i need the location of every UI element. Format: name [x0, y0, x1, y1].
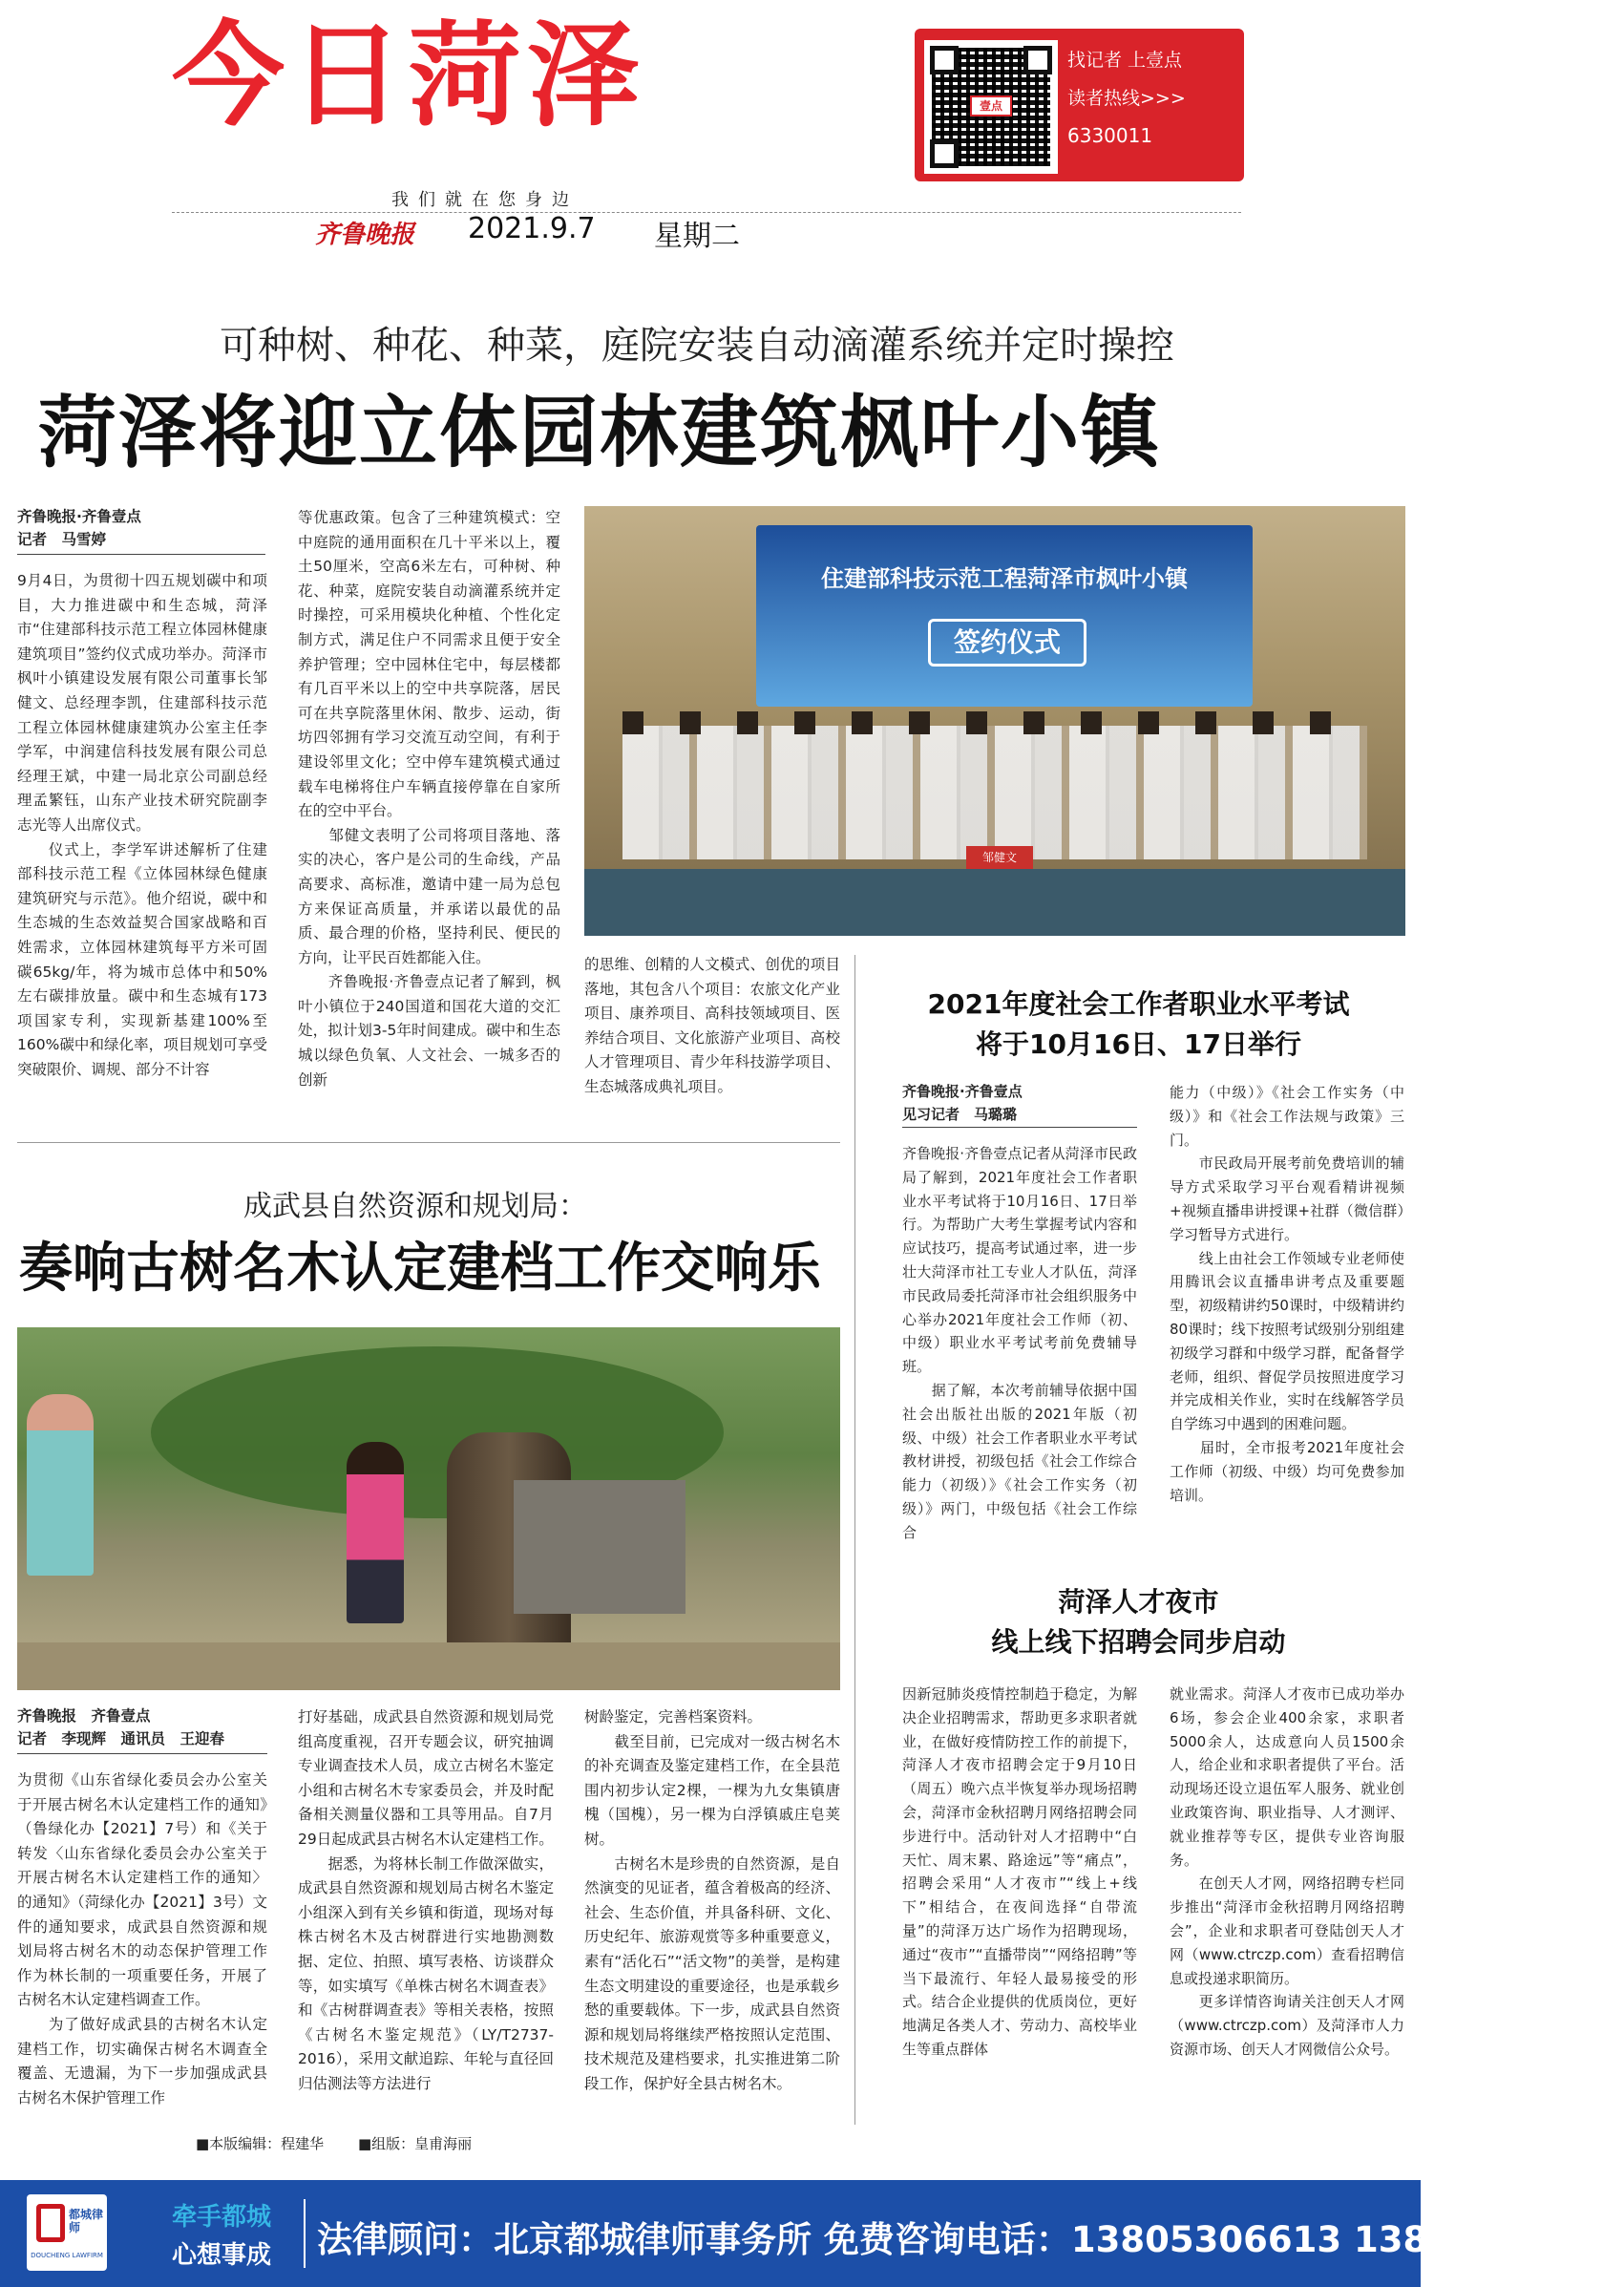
exam-byline-source: 齐鲁晚报·齐鲁壹点 — [902, 1083, 1023, 1100]
section-divider — [17, 1142, 840, 1143]
exam-title-2: 将于10月16日、17日举行 — [976, 1028, 1301, 1060]
exam-column-1: 齐鲁晚报·齐鲁壹点记者从菏泽市民政局了解到，2021年度社会工作者职业水平考试将于10月16日、17日举行。为帮助广大考生掌握考试内容和应试技巧，提高考试通过率，进一步壮大菏泽市社工专业人才队伍，菏泽市民政局委托菏泽市社会组织服务中心举办2021年度社会工作师（初、中级）职业水平考试考前免费辅导班。 据了解，本次考前辅导依据中国社会出版社出版的2021年版（初级、中级）社会工作者职业水平考试教材讲授，初级包括《社会工作综合能力（初级）》《社会工作实务（初级）》两门，中级包括《社会工作综合 — [902, 1145, 1137, 1541]
talent-column-1: 因新冠肺炎疫情控制趋于稳定，为解决企业招聘需求，帮助更多求职者就业，在做好疫情防控工作的前提下，菏泽人才夜市招聘会定于9月10日（周五）晚六点半恢复举办现场招聘会，菏泽市金秋招聘月网络招聘会同步进行中。活动针对人才招聘中“白天忙、周末累、路途远”等“痛点”，招聘会采用“人才夜市”“线上+线下”相结合，在夜间选择“自带流量”的菏泽万达广场作为招聘现场，通过“夜市”“直播带岗”“网络招聘”等当下最流行、年轻人最易接受的形式。结合企业提供的优质岗位，更好地满足各类人才、劳动力、高校毕业生等重点群体 — [902, 1685, 1137, 2058]
banner-slogan-2: 心想事成 — [172, 2241, 272, 2270]
layout-credit: ■组版：皇甫海丽 — [358, 2135, 473, 2152]
trees-byline-reporter: 记者 李现辉 通讯员 王迎春 — [17, 1730, 225, 1747]
masthead-slogan: 我们就在您身边 — [391, 190, 579, 210]
lead-byline-reporter: 记者 马雪婷 — [17, 531, 107, 548]
exam-byline-rule — [902, 1127, 1137, 1128]
law-logo-cn: 都城律师 — [69, 2208, 104, 2234]
lead-byline-rule — [17, 554, 265, 555]
contact-line-1: 找记者 上壹点 — [1067, 50, 1183, 71]
law-firm-logo — [27, 2194, 107, 2271]
column-divider — [854, 955, 855, 2125]
talent-title-1: 菏泽人才夜市 — [1058, 1586, 1219, 1618]
issue-weekday: 星期二 — [654, 220, 740, 253]
banner-ad-text: 法律顾问：北京都城律师事务所 免费咨询电话：13805306613 13801106613 — [317, 2219, 1624, 2260]
lead-headline: 菏泽将迎立体园林建筑枫叶小镇 — [38, 388, 1162, 478]
trees-byline-rule — [17, 1753, 267, 1754]
editor-credit: ■本版编辑：程建华 — [196, 2135, 325, 2152]
banner-divider — [304, 2199, 306, 2268]
ceremony-backdrop — [756, 525, 1253, 707]
masthead-title: 今日菏泽 — [172, 10, 646, 141]
wall — [514, 1480, 685, 1614]
trees-column-2: 打好基础，成武县自然资源和规划局党组高度重视，召开专题会议，研究抽调专业调查技术人员，成立古树名木鉴定小组和古树名木专家委员会，并及时配备相关测量仪器和工具等用品。自7月29日起成武县古树名木认定建档工作。 据悉，为将林长制工作做深做实，成武县自然资源和规划局古树名木鉴定小组深入到有关乡镇和街道，现场对每株古树名木及古树群进行实地勘测数据、定位、拍照、填写表格、访谈群众等，如实填写《单株古树名木调查表》和《古树群调查表》等相关表格，按照《古树名木鉴定规范》（LY/T2737-2016），采用文献追踪、年轮与直径回归估测法等方法进行 — [298, 1708, 554, 2092]
ancient-tree-photo — [17, 1327, 840, 1690]
issue-date: 2021.9.7 — [468, 212, 596, 245]
trees-headline: 奏响古树名木认定建档工作交响乐 — [19, 1238, 821, 1300]
person-left — [27, 1394, 94, 1576]
ground — [17, 1642, 840, 1690]
attendees-row — [622, 726, 1367, 859]
signing-ceremony-photo — [584, 506, 1405, 936]
talent-column-2: 就业需求。菏泽人才夜市已成功举办6场，参会企业400余家，求职者5000余人，达成意向人员1500余人，给企业和求职者提供了平台。活动现场还设立退伍军人服务、就业创业政策咨询、职业指导、人才测评、就业推荐等专区，提供专业咨询服务。 在创天人才网，网络招聘专栏同步推出“菏泽市金秋招聘月网络招聘会”，企业和求职者可登陆创天人才网（www.ctrczp.com）查看招聘信息或投递求职简历。 更多详情咨询请关注创天人才网（www.ctrczp.com）及菏泽市人力资源市场、创天人才网微信公众号。 — [1170, 1685, 1404, 2058]
lead-column-3: 的思维、创精的人文模式、创优的项目落地，其包含八个项目：农旅文化产业项目、康养项目、高科技领域项目、医养结合项目、文化旅游产业项目、高校人才管理项目、青少年科技游学项目、生态城落成典礼项目。 — [584, 956, 840, 1095]
exam-title-1: 2021年度社会工作者职业水平考试 — [927, 988, 1350, 1020]
trees-column-1: 为贯彻《山东省绿化委员会办公室关于开展古树名木认定建档工作的通知》（鲁绿化办【2021】7号）和《关于转发〈山东省绿化委员会办公室关于开展古树名木认定建档工作的通知〉的通知》（菏绿化办【2021】3号）文件的通知要求，成武县自然资源和规划局将古树名木的动态保护管理工作作为林长制的一项重要任务，开展了古树名木认定建档调查工作。 为了做好成武县的古树名木认定建档工作，切实确保古树名木调查全覆盖、无遗漏，为下一步加强成武县古树名木保护管理工作 — [17, 1771, 267, 2107]
law-firm-logo-icon — [36, 2204, 65, 2242]
paper-logo: 齐鲁晚报 — [315, 221, 415, 249]
lead-subtitle: 可种树、种花、种菜，庭院安装自动滴灌系统并定时操控 — [220, 324, 1174, 368]
qr-center-label: 壹点 — [970, 95, 1012, 116]
trees-column-3: 树龄鉴定，完善档案资料。 截至目前，已完成对一级古树名木的补充调查及鉴定建档工作，在全县范围内初步认定2棵，一棵为九女集镇唐槐（国槐），另一棵为白浮镇戚庄皂荚树。 古树名木是珍贵的自然资源，是自然演变的见证者，蕴含着极高的经济、社会、生态价值，并具备科研、文化、历史纪年、旅游观赏等多种重要意义，素有“活化石”“活文物”的美誉，是构建生态文明建设的重要途径，也是承载乡愁的重要载体。下一步，成武县自然资源和规划局将继续严格按照认定范围、技术规范及建档要求，扎实推进第二阶段工作，保护好全县古树名木。 — [584, 1708, 840, 2092]
trees-kicker: 成武县自然资源和规划局： — [243, 1190, 587, 1223]
lead-column-2: 等优惠政策。包含了三种建筑模式：空中庭院的通用面积在几十平米以上，覆土50厘米，空高6米左右，可种树、种花、种菜，庭院安装自动滴灌系统并定时操控，可采用模块化种植、个性化定制方式，满足住户不同需求且便于安全养护管理；空中园林住宅中，每层楼都有几百平米以上的空中共享院落，居民可在共享院落里休闲、散步、运动，街坊四邻拥有学习交流互动空间，有利于建设邻里文化；空中停车建筑模式通过载车电梯将住户车辆直接停靠在自家所在的空中平台。 邹健文表明了公司将项目落地、落实的决心，客户是公司的生命线，产品高要求、高标准，邀请中建一局为总包方来保证高质量，并承诺以最优的品质、最合理的价格，坚持利民、便民的方向，让平民百姓都能入住。 齐鲁晚报·齐鲁壹点记者了解到，枫叶小镇位于240国道和国花大道的交汇处，拟计划3-5年时间建成。碳中和生态城以绿色负氧、人文社会、一城多否的创新 — [298, 509, 560, 1089]
trees-byline-source: 齐鲁晚报 齐鲁壹点 — [17, 1707, 151, 1725]
hotline-number: 6330011 — [1067, 124, 1153, 147]
conference-table — [584, 869, 1405, 936]
person-right — [347, 1442, 404, 1623]
backdrop-line-1: 住建部科技示范工程菏泽市枫叶小镇 — [821, 565, 1188, 592]
attendees-heads — [622, 711, 1367, 734]
lead-column-1: 9月4日，为贯彻十四五规划碳中和项目，大力推进碳中和生态城，菏泽市“住建部科技示范工程立体园林健康建筑项目”签约仪式成功举办。菏泽市枫叶小镇建设发展有限公司董事长邹健文、总经理李凯，住建部科技示范工程立体园林健康建筑办公室主任李学军，中润建信科技发展有限公司总经理王斌，中建一局北京公司副总经理孟繁钰，山东产业技术研究院副李志光等人出席仪式。 仪式上，李学军讲述解析了住建部科技示范工程《立体园林绿色健康建筑研究与示范》。他介绍说，碳中和生态城的生态效益契合国家战略和百姓需求，立体园林建筑每平方米可固碳65kg/年，将为城市总体中和50%左右碳排放量。碳中和生态城有173项国家专利，实现新基建100%至160%碳中和绿化率，项目规划可享受突破限价、调规、部分不计容 — [17, 572, 267, 1078]
talent-title-2: 线上线下招聘会同步启动 — [991, 1626, 1286, 1658]
backdrop-line-2: 签约仪式 — [928, 619, 1086, 667]
exam-byline-reporter: 见习记者 马璐璐 — [902, 1106, 1018, 1123]
law-firm-banner — [0, 2180, 1624, 2287]
contact-box — [915, 29, 1244, 181]
lead-byline-source: 齐鲁晚报·齐鲁壹点 — [17, 508, 141, 525]
contact-line-2: 读者热线>>> — [1067, 88, 1186, 109]
name-card: 邹健文 — [966, 846, 1033, 869]
law-logo-en: DOUCHENG LAWFIRM — [31, 2252, 103, 2259]
exam-column-2: 能力（中级）》《社会工作实务（中级）》和《社会工作法规与政策》三门。 市民政局开展考前免费培训的辅导方式采取学习平台观看精讲视频+视频直播串讲授课+社群（微信群）学习暂导方式进行。 线上由社会工作领域专业老师使用腾讯会议直播串讲考点及重要题型，初级精讲约50课时，中级精讲约80课时；线下按照考试级别分别组建初级学习群和中级学习群，配备督学老师，组织、督促学员按照进度学习并完成相关作业，实时在线解答学员自学练习中遇到的困难问题。 届时，全市报考2021年度社会工作师（初级、中级）均可免费参加培训。 — [1170, 1084, 1404, 1504]
qr-code-icon[interactable] — [924, 40, 1058, 174]
banner-slogan-1: 牵手都城 — [172, 2203, 272, 2232]
